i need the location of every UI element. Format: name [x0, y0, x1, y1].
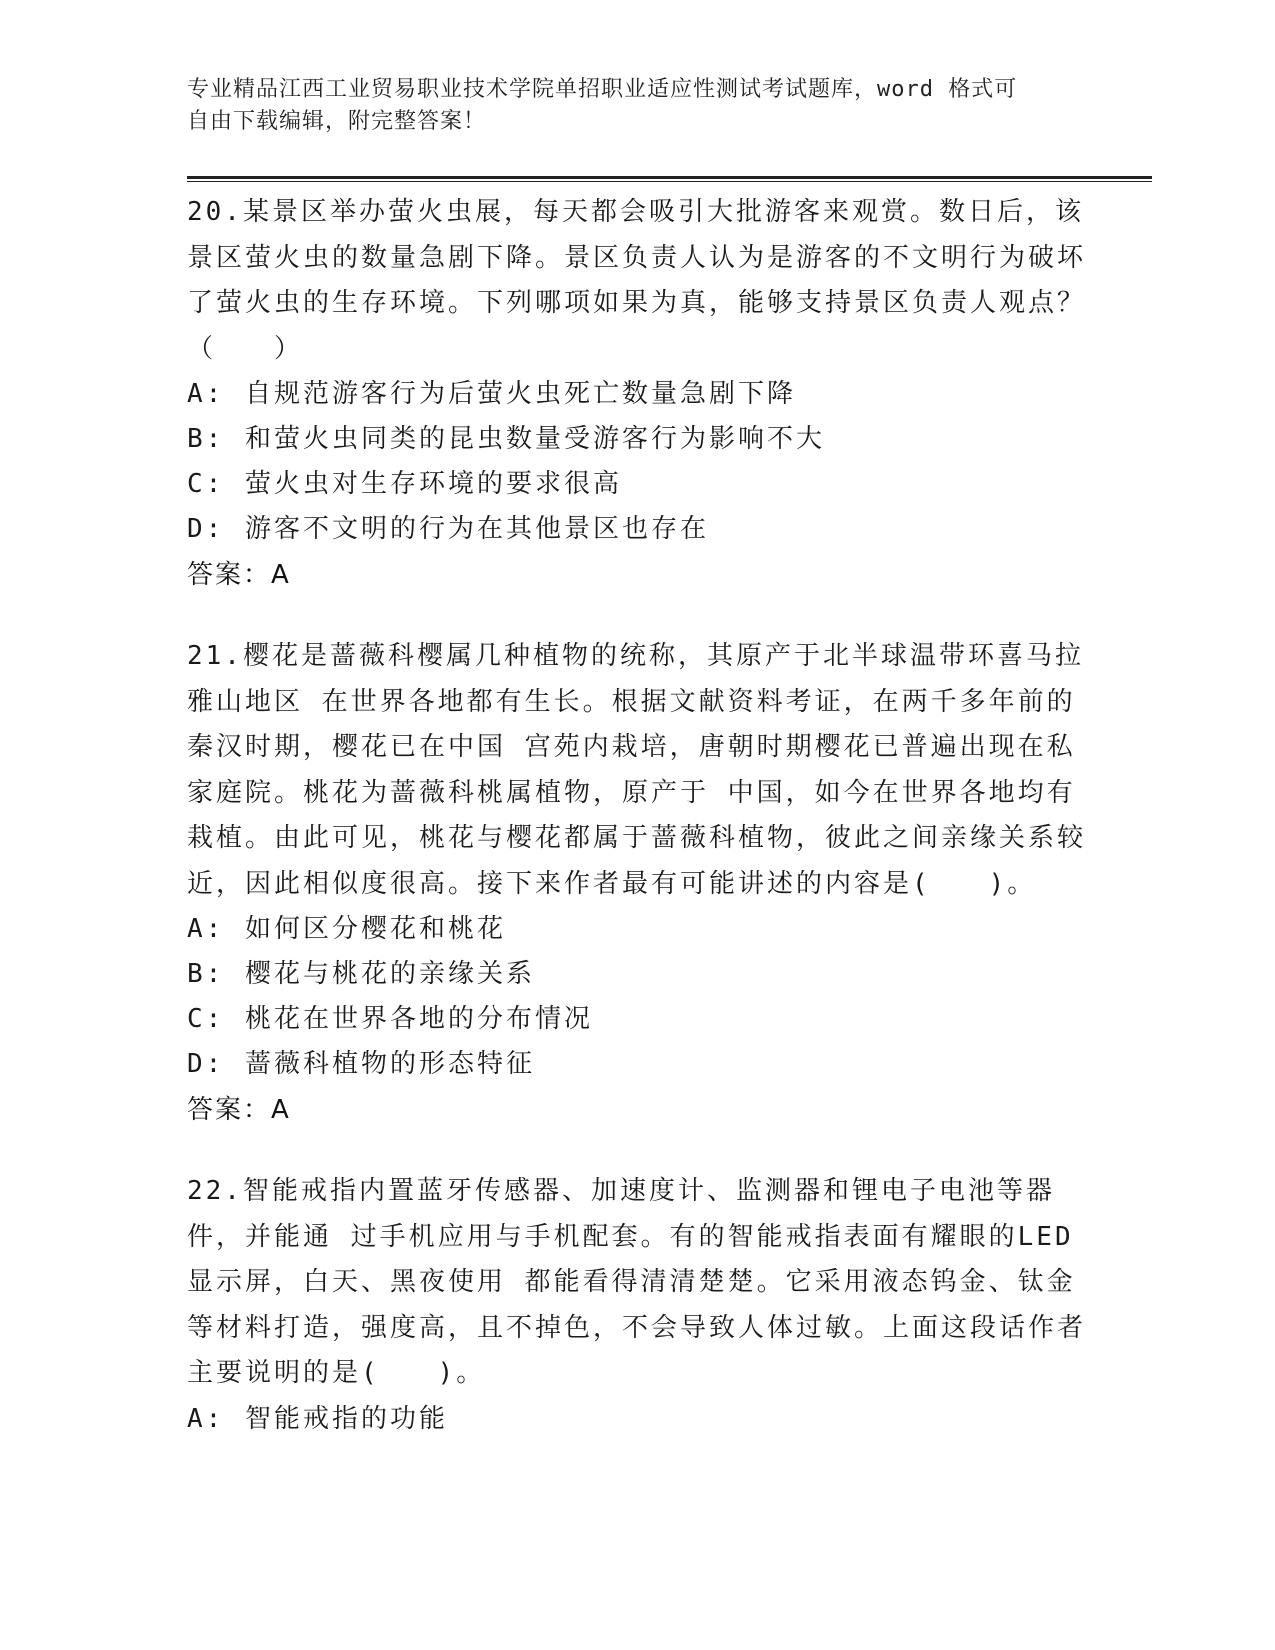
header-line-1: 专业精品江西工业贸易职业技术学院单招职业适应性测试考试题库，word 格式可: [187, 77, 1018, 102]
answer-line: 答案：A: [187, 1095, 291, 1125]
header-divider-thick: [187, 176, 1152, 179]
answer-line: 答案：A: [187, 560, 291, 590]
option-text: 桃花在世界各地的分布情况: [245, 1004, 594, 1034]
option-text: 萤火虫对生存环境的要求很高: [245, 469, 623, 499]
question-list: [187, 190, 1087, 1478]
option-key: A:: [187, 1403, 225, 1434]
question-21: [187, 634, 1087, 1133]
option-text: 游客不文明的行为在其他景区也存在: [245, 514, 710, 544]
option-a: [187, 372, 1087, 417]
option-key: B:: [187, 424, 225, 454]
header-divider-thin: [187, 181, 1152, 182]
question-stem: 21.樱花是蔷薇科樱属几种植物的统称，其原产于北半球温带环喜马拉雅山地区 在世界各地都有生长。根据文献资料考证，在两千多年前的秦汉时期，樱花已在中国 宫苑内栽培，唐朝时期樱花已普遍出现在私家庭院。桃花为蔷薇科桃属植物，原产于 中国，如今在世界各地均有栽植。由此可见，桃花与樱花都属于蔷薇科植物，彼此之间亲缘关系较近，因此相似度很高。接下来作者最有可能讲述的内容是( )。: [187, 641, 1087, 899]
option-text: 如何区分樱花和桃花: [245, 914, 507, 944]
option-key: D:: [187, 1049, 225, 1079]
option-key: C:: [187, 469, 225, 499]
question-20: [187, 190, 1087, 598]
option-text: 自规范游客行为后萤火虫死亡数量急剧下降: [245, 379, 797, 409]
option-key: B:: [187, 959, 225, 989]
option-c: [187, 462, 1087, 507]
question-stem: 22.智能戒指内置蓝牙传感器、加速度计、监测器和锂电子电池等器件，并能通 过手机应用与手机配套。有的智能戒指表面有耀眼的LED 显示屏，白天、黑夜使用 都能看得清清楚楚。它采用液态钨金、钛金等材料打造，强度高，且不掉色，不会导致人体过敏。上面这段话作者主要说明的是( )。: [187, 1176, 1087, 1388]
option-key: D:: [187, 514, 225, 544]
option-text: 蔷薇科植物的形态特征: [245, 1049, 536, 1079]
option-a: [187, 907, 1087, 952]
option-b: [187, 952, 1087, 997]
option-d: [187, 1042, 1087, 1087]
option-b: [187, 417, 1087, 462]
option-text: 智能戒指的功能: [245, 1403, 449, 1434]
option-key: A:: [187, 379, 225, 409]
option-text: 和萤火虫同类的昆虫数量受游客行为影响不大: [245, 424, 826, 454]
option-d: [187, 507, 1087, 552]
option-a: [187, 1397, 1087, 1442]
option-c: [187, 997, 1087, 1042]
option-text: 樱花与桃花的亲缘关系: [245, 959, 536, 989]
option-key: C:: [187, 1004, 225, 1034]
question-22: [187, 1169, 1087, 1442]
question-stem: 20.某景区举办萤火虫展，每天都会吸引大批游客来观赏。数日后，该景区萤火虫的数量急剧下降。景区负责人认为是游客的不文明行为破坏了萤火虫的生存环境。下列哪项如果为真，能够支持景区负责人观点？（ ）: [187, 197, 1087, 364]
document-header: [187, 74, 1067, 138]
header-line-2: 自由下载编辑，附完整答案！: [187, 109, 487, 134]
option-key: A:: [187, 914, 225, 944]
